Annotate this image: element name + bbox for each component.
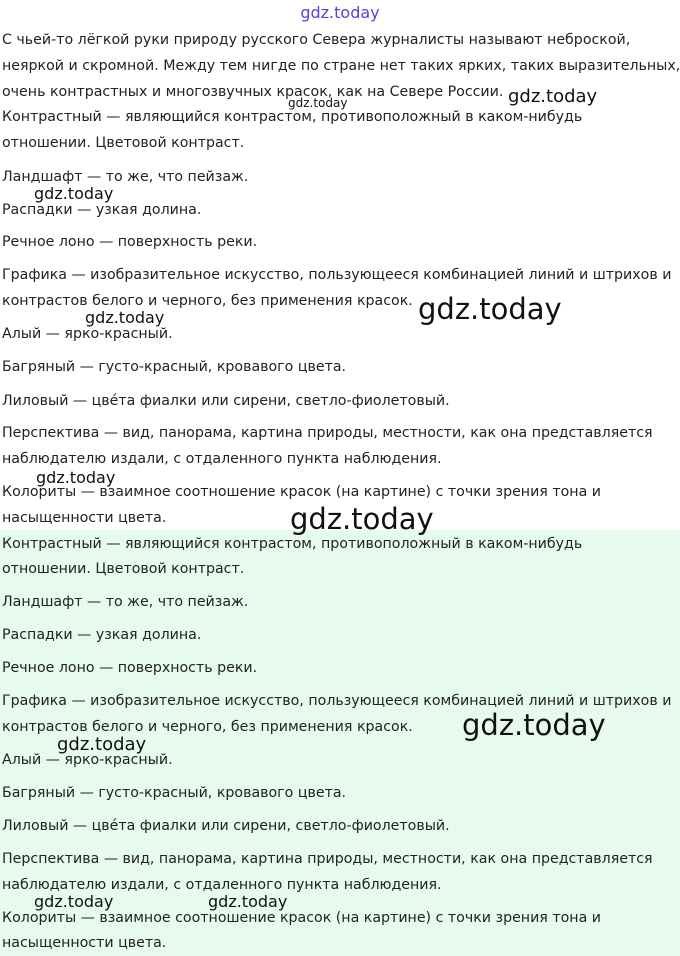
intro-line: неяркой и скромной. Между тем нигде по стране нет таких ярких, таких выразительных, (2, 58, 680, 74)
glossary-repeat-contrast-line2: отношении. Цветовой контраст. (2, 561, 245, 577)
glossary-repeat-colorits-line2: насыщенности цвета. (2, 935, 167, 951)
glossary-entry-perspective-line2: наблюдателю издали, с отдаленного пункта наблюдения. (2, 451, 442, 467)
glossary-entry-graphics-line1: Графика — изобразительное искусство, пользующееся комбинацией линий и штрихов и (2, 267, 672, 283)
glossary-repeat-lilac: Лиловый — цвéта фиалки или сирени, светло-фиолетовый. (2, 818, 450, 834)
glossary-repeat-contrast-line1: Контрастный — являющийся контрастом, противоположный в каком-нибудь (2, 536, 583, 552)
glossary-repeat-scarlet: Алый — ярко-красный. (2, 752, 173, 768)
intro-line: очень контрастных и многозвучных красок, как на Севере России. (2, 84, 504, 100)
watermark-text: gdz.today (57, 734, 147, 755)
glossary-entry-contrast-line2: отношении. Цветовой контраст. (2, 135, 245, 151)
glossary-entry-colorits-line2: насыщенности цвета. (2, 510, 167, 526)
glossary-entry-landscape: Ландшафт — то же, что пейзаж. (2, 169, 249, 185)
glossary-repeat-graphics-line1: Графика — изобразительное искусство, пользующееся комбинацией линий и штрихов и (2, 693, 672, 709)
watermark-text: gdz.today (288, 96, 348, 110)
glossary-repeat-landscape: Ландшафт — то же, что пейзаж. (2, 594, 249, 610)
watermark-text: gdz.today (34, 892, 114, 911)
glossary-entry-perspective-line1: Перспектива — вид, панорама, картина природы, местности, как она представляется (2, 425, 653, 441)
watermark-text: gdz.today (85, 308, 165, 327)
glossary-repeat-crimson: Багряный — густо-красный, кровавого цвета. (2, 785, 347, 801)
glossary-entry-river: Речное лоно — поверхность реки. (2, 234, 258, 250)
intro-line: С чьей-то лёгкой руки природу русского Севера журналисты называют неброской, (2, 32, 631, 48)
glossary-repeat-perspective-line1: Перспектива — вид, панорама, картина природы, местности, как она представляется (2, 851, 653, 867)
watermark-text: gdz.today (34, 184, 114, 203)
glossary-entry-graphics-line2: контрастов белого и черного, без применения красок. (2, 293, 413, 309)
glossary-repeat-perspective-line2: наблюдателю издали, с отдаленного пункта наблюдения. (2, 877, 442, 893)
glossary-repeat-graphics-line2: контрастов белого и черного, без применения красок. (2, 719, 413, 735)
glossary-entry-raspadki: Распадки — узкая долина. (2, 202, 202, 218)
glossary-repeat-river: Речное лоно — поверхность реки. (2, 660, 258, 676)
watermark-text: gdz.today (36, 468, 116, 487)
glossary-repeat-colorits-line1: Колориты — взаимное соотношение красок (на картине) с точки зрения тона и (2, 910, 601, 926)
watermark-text: gdz.today (418, 292, 562, 326)
glossary-entry-contrast-line1: Контрастный — являющийся контрастом, противоположный в каком-нибудь (2, 109, 583, 125)
watermark-text: gdz.today (208, 892, 288, 911)
watermark-text: gdz.today (290, 502, 434, 536)
glossary-entry-crimson: Багряный — густо-красный, кровавого цвета. (2, 359, 347, 375)
glossary-repeat-raspadki: Распадки — узкая долина. (2, 627, 202, 643)
glossary-entry-lilac: Лиловый — цвéта фиалки или сирени, светло-фиолетовый. (2, 393, 450, 409)
watermark-text: gdz.today (508, 86, 598, 107)
top-watermark: gdz.today (300, 3, 380, 22)
watermark-text: gdz.today (462, 708, 606, 742)
glossary-entry-scarlet: Алый — ярко-красный. (2, 326, 173, 342)
glossary-entry-colorits-line1: Колориты — взаимное соотношение красок (на картине) с точки зрения тона и (2, 484, 601, 500)
